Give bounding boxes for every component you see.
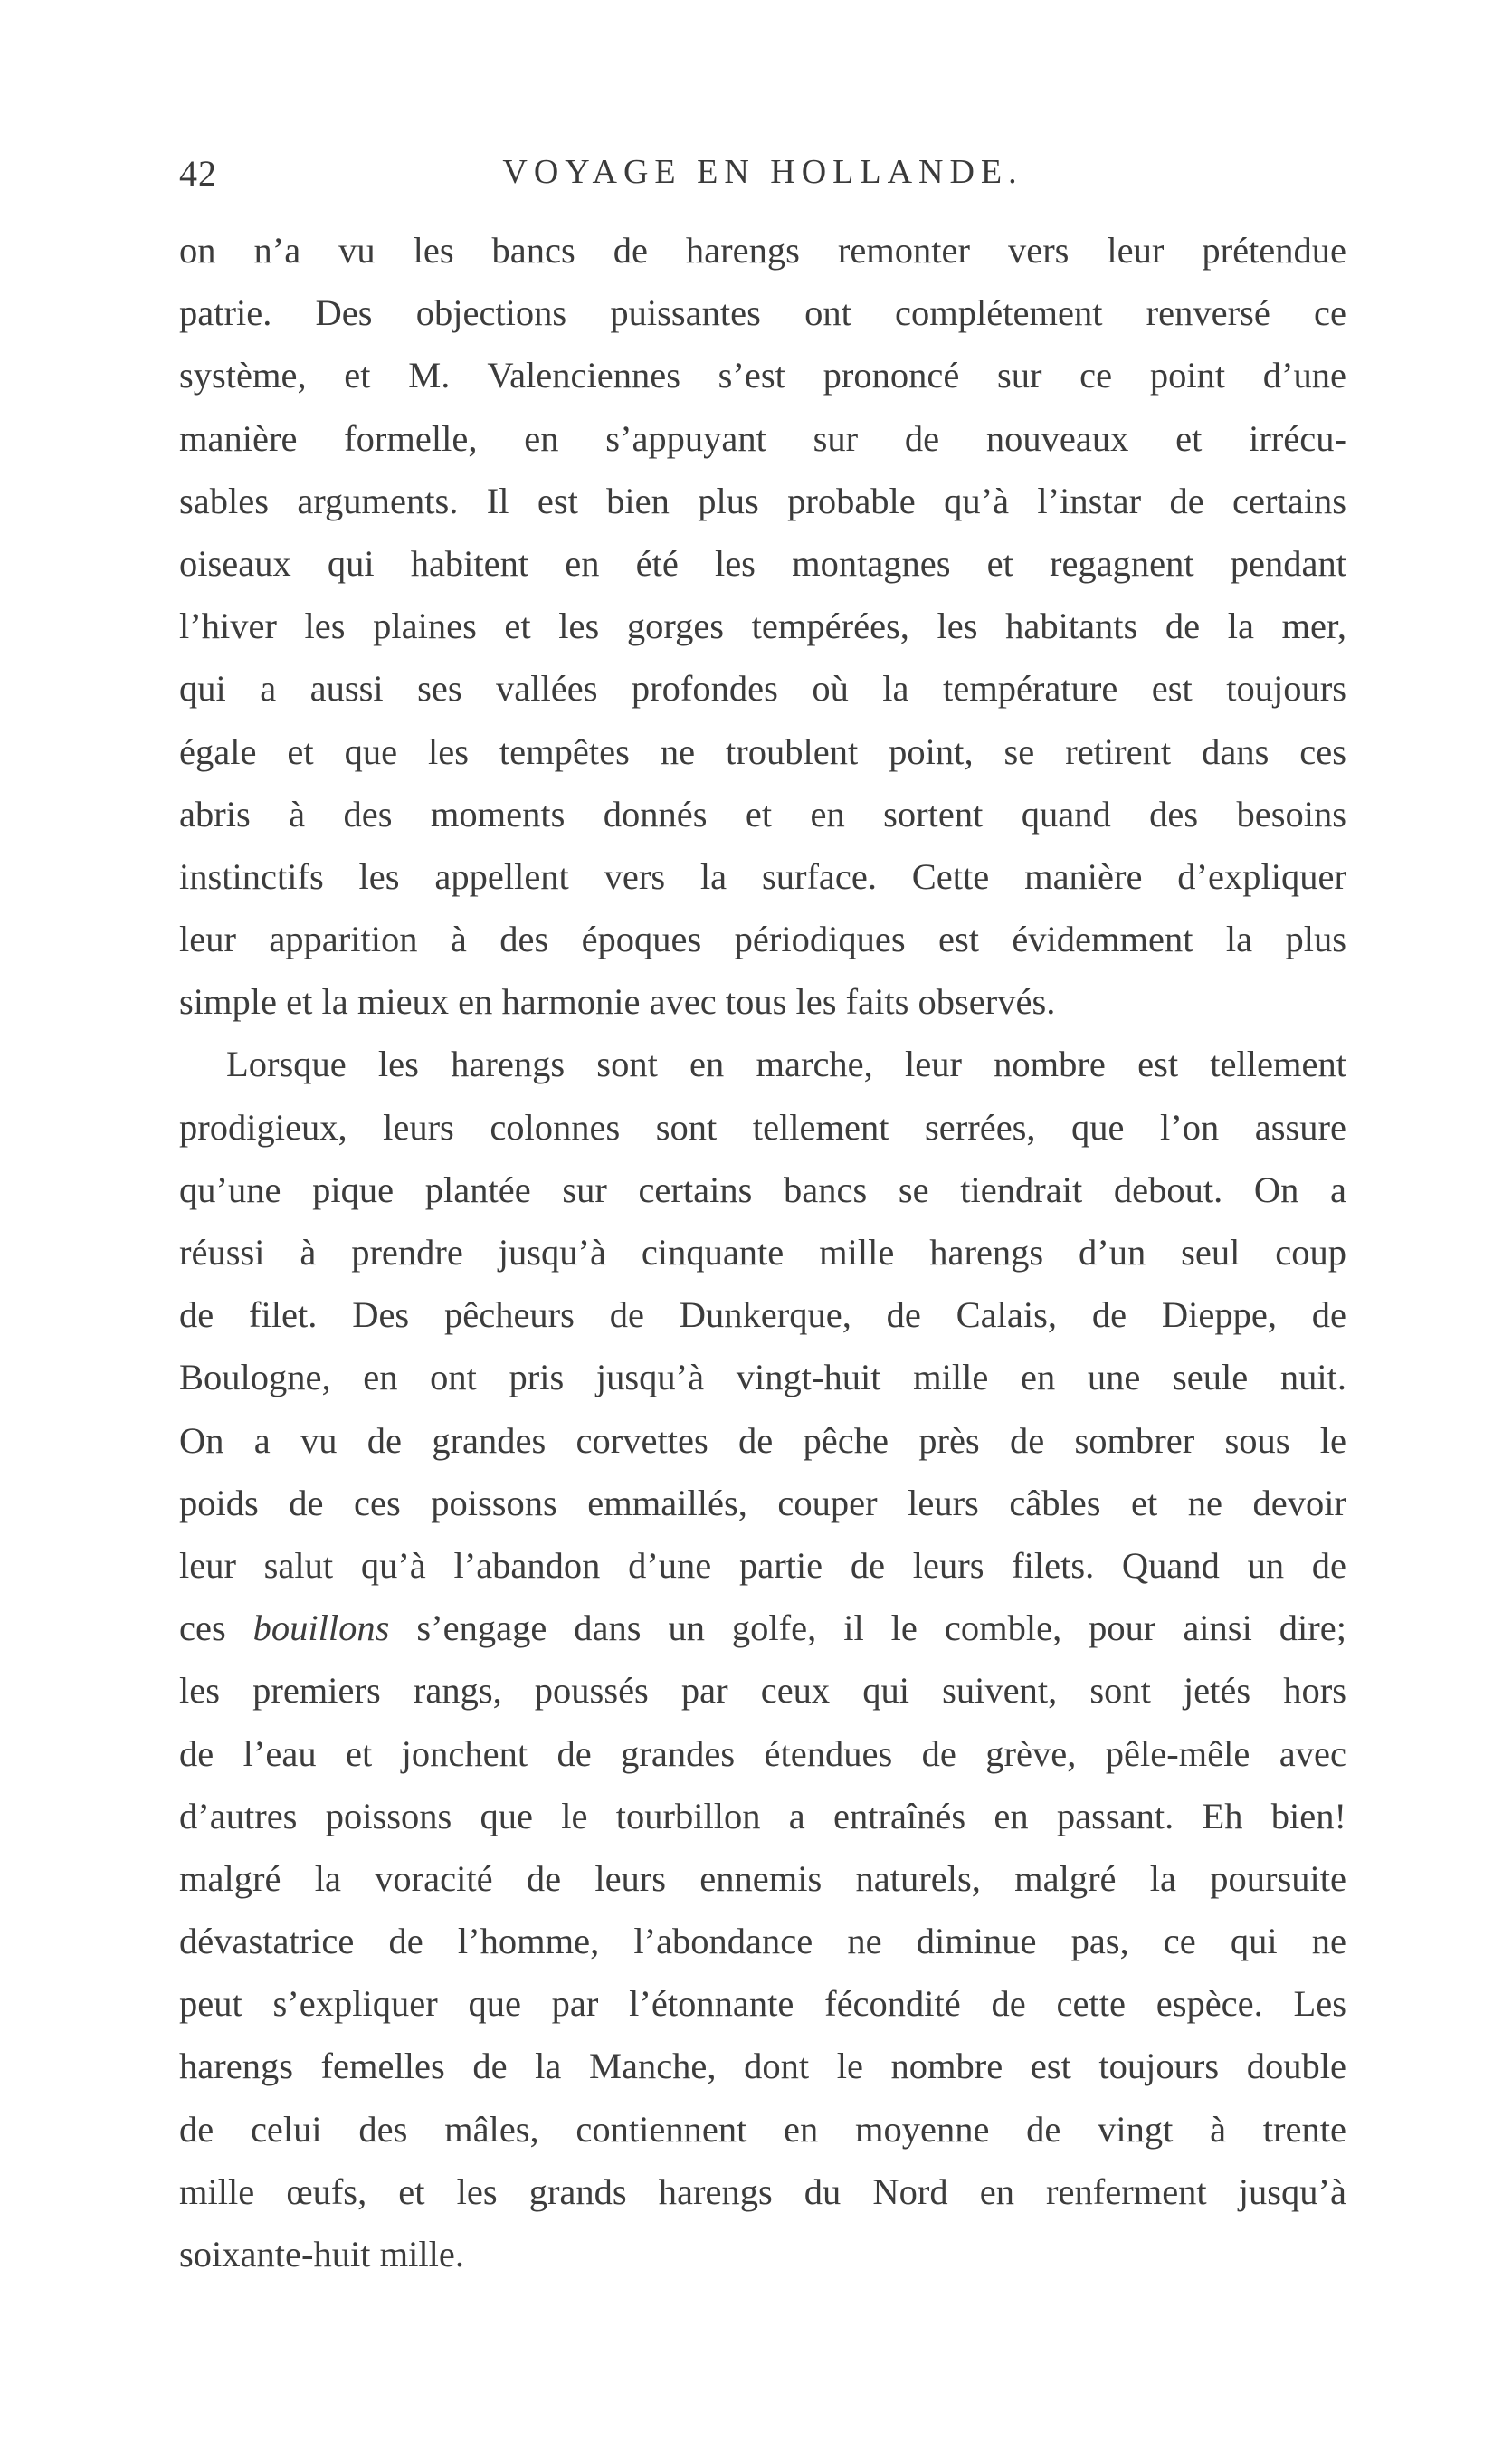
text-line: prodigieux, leurs colonnes sont tellement serrées, que l’on assure [179,1106,1346,1148]
text-line: peut s’expliquer que par l’étonnante fécondité de cette espèce. Les [179,1983,1346,2025]
text-line: système, et M. Valenciennes s’est prononcé sur ce point d’une [179,355,1346,396]
text-line: de celui des mâles, contiennent en moyenne de vingt à trente [179,2108,1346,2150]
text-line: on n’a vu les bancs de harengs remonter vers leur prétendue [179,230,1346,271]
paragraph-2 [179,1033,1346,2285]
text-line: leur apparition à des époques périodiques est évidemment la plus [179,919,1346,960]
text-line: soixante-huit mille. [179,2234,464,2275]
text-line: poids de ces poissons emmaillés, couper leurs câbles et ne devoir [179,1482,1346,1523]
text-line: sables arguments. Il est bien plus probable qu’à l’instar de certains [179,480,1346,521]
italic-term: bouillons [252,1607,390,1649]
text-line: manière formelle, en s’appuyant sur de nouveaux et irrécu- [179,417,1346,459]
text-line: oiseaux qui habitent en été les montagnes et regagnent pendant [179,542,1346,584]
text-line: harengs femelles de la Manche, dont le nombre est toujours double [179,2046,1346,2087]
paragraph-1 [179,219,1346,1033]
text-fragment: s’engage dans un golfe, il le comble, pour ainsi dire; [389,1607,1346,1649]
running-header [179,152,1346,206]
text-line: patrie. Des objections puissantes ont complétement renversé ce [179,292,1346,334]
text-line: On a vu de grandes corvettes de pêche près de sombrer sous le [179,1419,1346,1461]
text-line: abris à des moments donnés et en sortent quand des besoins [179,793,1346,835]
text-line: malgré la voracité de leurs ennemis naturels, malgré la poursuite [179,1857,1346,1899]
page-number: 42 [179,153,217,194]
text-line: dévastatrice de l’homme, l’abondance ne diminue pas, ce qui ne [179,1921,1346,1962]
text-line-with-italic [179,1597,1346,1659]
running-title: VOYAGE EN HOLLANDE. [502,153,1023,191]
text-line: instinctifs les appellent vers la surface. Cette manière d’expliquer [179,855,1346,897]
text-line: les premiers rangs, poussés par ceux qui suivent, sont jetés hors [179,1670,1346,1712]
text-line: mille œufs, et les grands harengs du Nord en renferment jusqu’à [179,2170,1346,2212]
text-line: égale et que les tempêtes ne troublent point, se retirent dans ces [179,730,1346,772]
text-line: simple et la mieux en harmonie avec tous les faits observés. [179,981,1056,1023]
text-fragment: ces [179,1607,253,1649]
text-line: l’hiver les plaines et les gorges tempérées, les habitants de la mer, [179,606,1346,647]
text-line: de l’eau et jonchent de grandes étendues de grève, pêle-mêle avec [179,1732,1346,1774]
text-line: qu’une pique plantée sur certains bancs se tiendrait debout. On a [179,1168,1346,1210]
body-text [179,219,1346,2285]
text-line: d’autres poissons que le tourbillon a entraînés en passant. Eh bien! [179,1795,1346,1836]
text-line: leur salut qu’à l’abandon d’une partie de leurs filets. Quand un de [179,1544,1346,1586]
text-line: qui a aussi ses vallées profondes où la température est toujours [179,668,1346,710]
text-line: réussi à prendre jusqu’à cinquante mille harengs d’un seul coup [179,1232,1346,1273]
text-line: Boulogne, en ont pris jusqu’à vingt-huit mille en une seule nuit. [179,1357,1346,1398]
text-line: Lorsque les harengs sont en marche, leur nombre est tellement [226,1044,1346,1085]
text-line: de filet. Des pêcheurs de Dunkerque, de Calais, de Dieppe, de [179,1294,1346,1336]
